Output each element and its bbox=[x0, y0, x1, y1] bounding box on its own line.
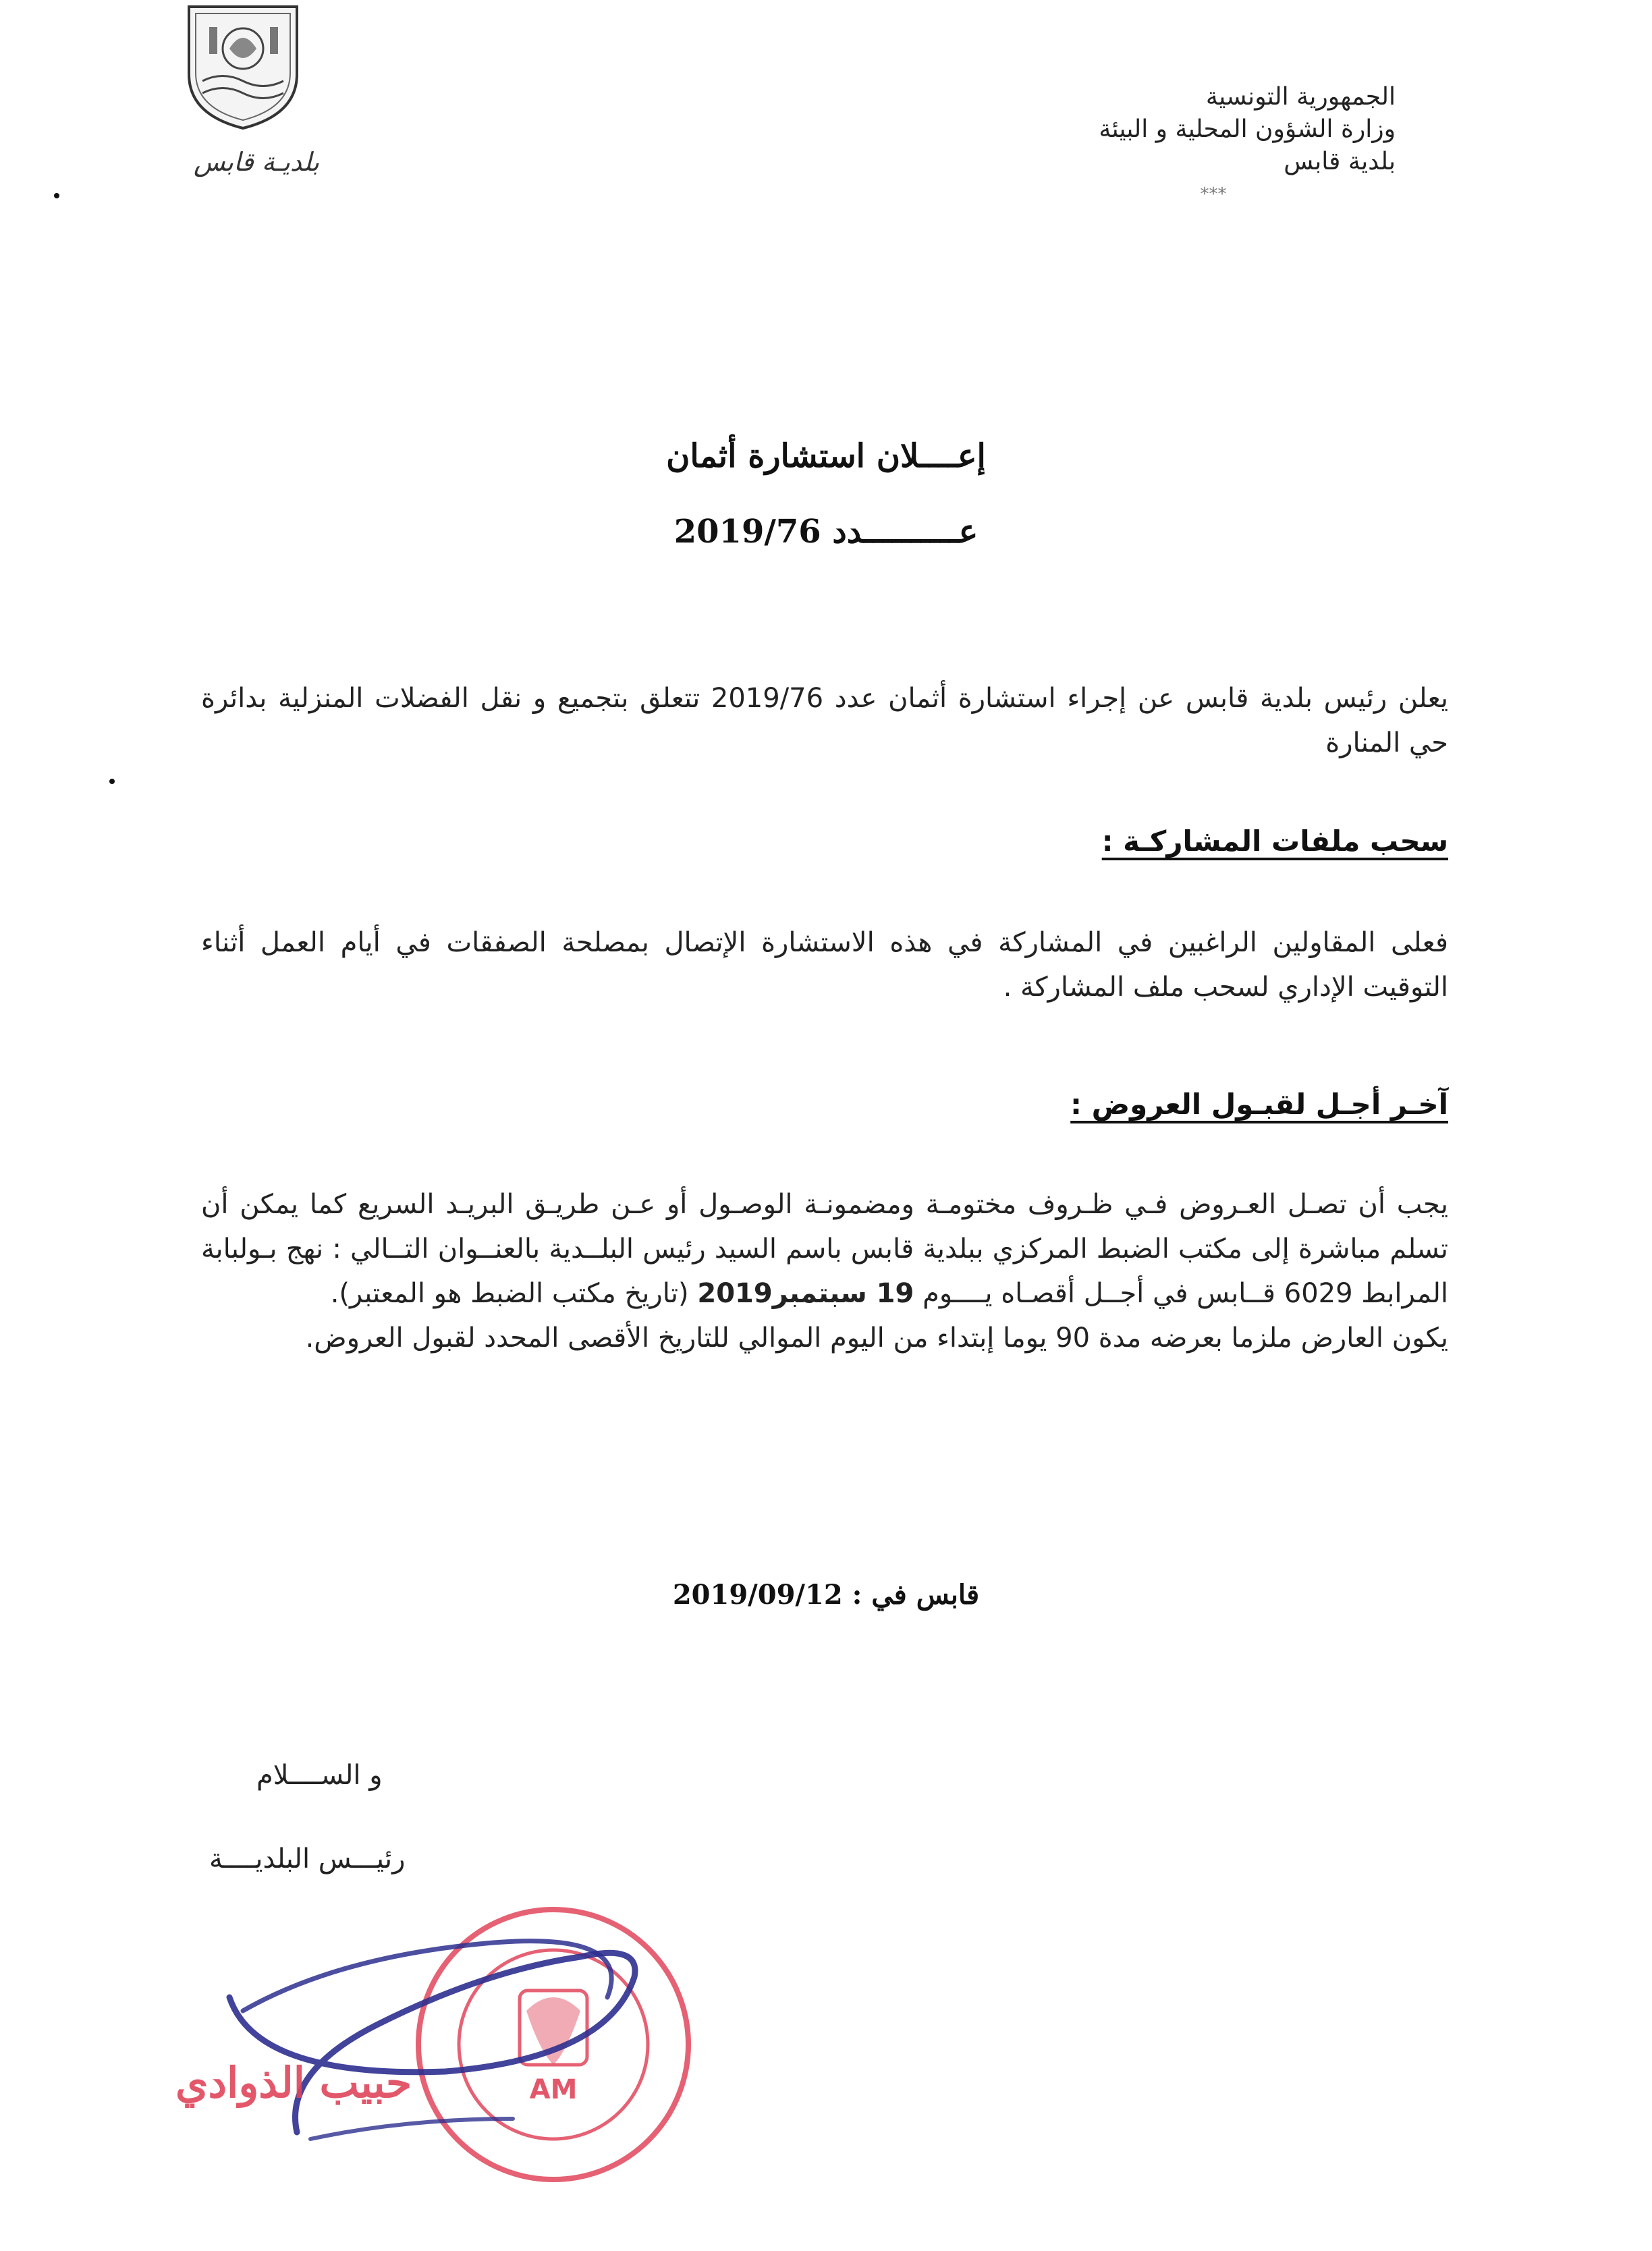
deadline-text-part1: يجب أن تصـل العـروض فـي ظـروف مختومـة ومضمونـة الوصـول أو عـن طريـق البريـد السريع كما يمكن أن تسلم مباشرة إلى مكتب الضبط المركزي ببلدية قابس باسم السيد رئيس البلــدية بالعنــوان التــالي : نهج بـولبابة المرابط 6029 قــابس في أجــل أقصـاه يــــوم bbox=[201, 1189, 1448, 1309]
section-text-files: فعلى المقاولين الراغبين في المشاركة في هذه الاستشارة الإتصال بمصلحة الصفقات في أيام العمل أثناء التوقيت الإداري لسحب ملف المشاركة . bbox=[201, 927, 1448, 1003]
header-municipality: بلدية قابس bbox=[1284, 148, 1396, 175]
stamp-seal-icon bbox=[202, 1876, 715, 2227]
stamp-ring-text bbox=[202, 1876, 219, 1882]
crest-emblem-icon bbox=[175, 0, 310, 135]
mayor-title: رئيـــس البلديــــة bbox=[209, 1843, 406, 1874]
section-text-deadline bbox=[201, 1182, 1448, 1360]
announcement-title: إعــــلان استشارة أثمان bbox=[666, 437, 986, 475]
signature-name: حبيب الذوادي bbox=[175, 2058, 412, 2107]
date-value: 2019/09/12 bbox=[672, 1579, 843, 1611]
number-value: 2019/76 bbox=[673, 513, 821, 551]
header-ministry: وزارة الشؤون المحلية و البيئة bbox=[1099, 115, 1396, 143]
header-stars: *** bbox=[1200, 184, 1227, 204]
number-label: عــــــــــدد bbox=[832, 513, 979, 551]
crest-caption: بلديـة قابس bbox=[193, 147, 320, 177]
section-heading-files: سحب ملفات المشاركـة : bbox=[1101, 825, 1448, 858]
announcement-number bbox=[0, 513, 1652, 551]
header-block bbox=[788, 81, 1396, 211]
intro-paragraph: يعلن رئيس بلدية قابس عن إجراء استشارة أثمان عدد 2019/76 تتعلق بتجميع و نقل الفضلات المنزلية بدائرة حي المنارة bbox=[201, 683, 1448, 758]
svg-text:وزارة الشؤون المحلية و البيئة bbox=[202, 1876, 219, 1882]
closing-greeting: و الســــلام bbox=[256, 1760, 383, 1791]
header-country: الجمهورية التونسية bbox=[1205, 83, 1396, 111]
scan-dot bbox=[109, 779, 115, 784]
validity-text: يكون العارض ملزما بعرضه مدة 90 يوما إبتداء من اليوم الموالي للتاريخ الأقصى المحدد لقبول العروض. bbox=[305, 1323, 1448, 1354]
deadline-text-part2: (تاريخ مكتب الضبط هو المعتبر). bbox=[330, 1278, 689, 1309]
scan-dot bbox=[54, 193, 59, 198]
municipality-crest bbox=[175, 0, 310, 135]
deadline-date: 19 سبتمبر2019 bbox=[697, 1278, 914, 1309]
official-stamp bbox=[202, 1876, 715, 2227]
date-label: قابس في : bbox=[852, 1579, 980, 1611]
section-heading-deadline: آخـر أجـل لقبـول العروض : bbox=[1070, 1088, 1448, 1121]
date-line bbox=[0, 1579, 1652, 1611]
stamp-center-text: AM bbox=[529, 2074, 578, 2105]
